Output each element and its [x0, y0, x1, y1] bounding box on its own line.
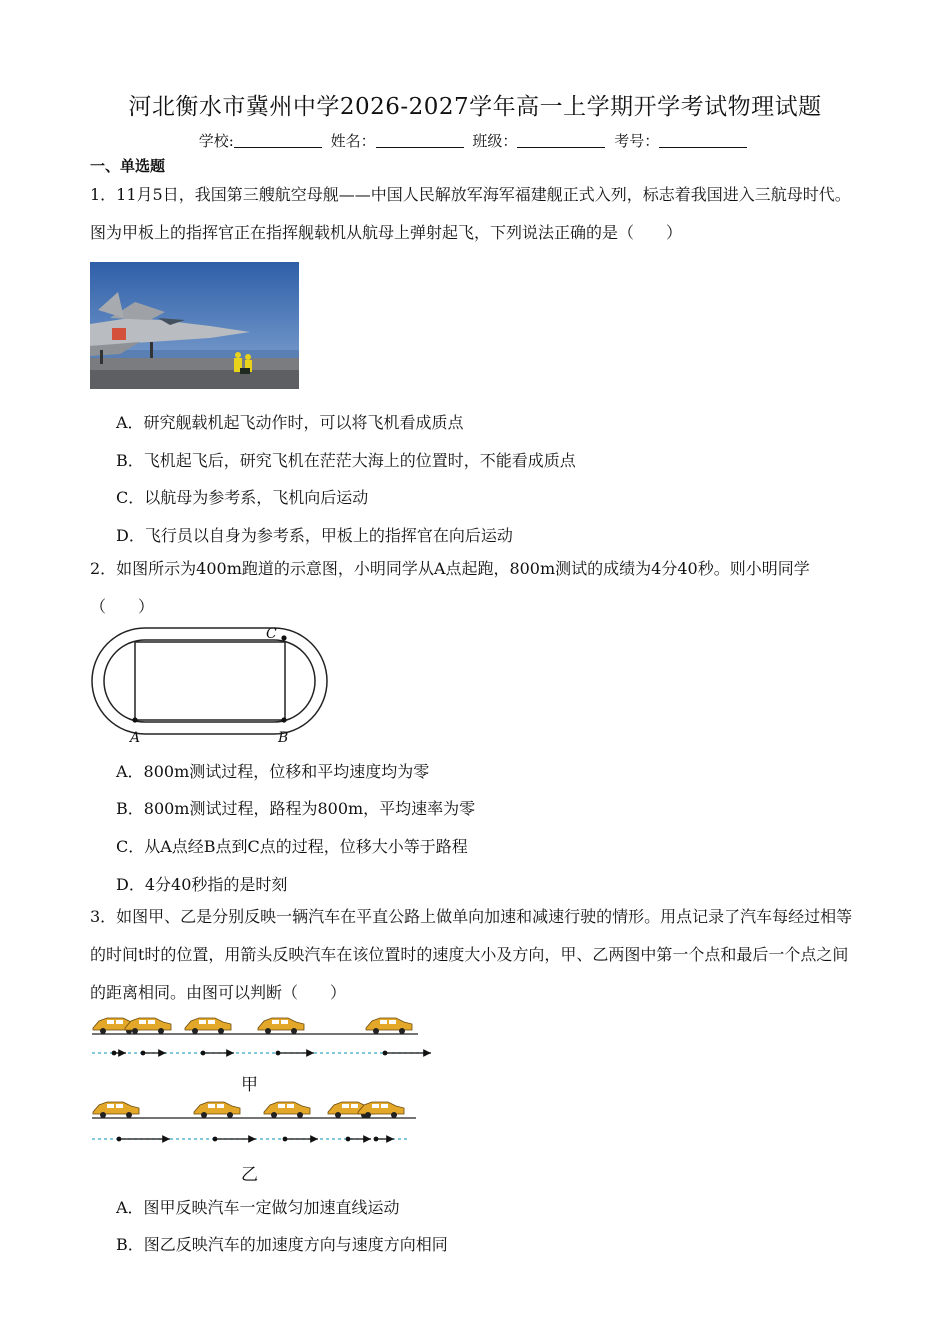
question-2-option-d: D．4分40秒指的是时刻 — [116, 875, 288, 894]
question-3-option-b: B．图乙反映汽车的加速度方向与速度方向相同 — [116, 1235, 448, 1254]
point-a-label: A — [130, 730, 141, 746]
figure-yi-label: 乙 — [241, 1165, 258, 1185]
question-2-option-c: C．从A点经B点到C点的过程，位移大小等于路程 — [116, 837, 468, 856]
running-track-diagram — [88, 620, 333, 750]
question-2-option-a: A．800m测试过程，位移和平均速度均为零 — [116, 762, 430, 781]
question-1-stem: 1．11月5日，我国第三艘航空母舰——中国人民解放军海军福建舰正式入列，标志着我国进入三航母时代。图为甲板上的指挥官正在指挥舰载机从航母上弹射起飞，下列说法正确的是（ ） — [90, 185, 851, 242]
question-2-option-b: B．800m测试过程，路程为800m，平均速率为零 — [116, 799, 476, 818]
point-c-label: C — [266, 626, 277, 642]
page-title: 河北衡水市冀州中学2026-2027学年高一上学期开学考试物理试题 — [128, 94, 822, 120]
section-heading: 一、单选题 — [90, 157, 166, 175]
name-label: 姓名： — [330, 132, 376, 150]
question-3-option-a: A．图甲反映汽车一定做匀加速直线运动 — [116, 1198, 400, 1217]
question-1-option-c: C．以航母为参考系，飞机向后运动 — [116, 488, 369, 507]
question-2-stem: 2．如图所示为400m跑道的示意图，小明同学从A点起跑，800m测试的成绩为4分40秒。则小明同学（ ） — [90, 559, 810, 616]
class-blank — [517, 133, 605, 148]
question-1-option-b: B．飞机起飞后，研究飞机在茫茫大海上的位置时，不能看成质点 — [116, 451, 576, 470]
exam-number-label: 考号： — [614, 132, 660, 150]
point-b-label: B — [278, 730, 289, 746]
car-motion-diagram — [88, 1012, 448, 1185]
school-blank — [234, 133, 322, 148]
student-info-line — [0, 130, 950, 151]
figure-jia-label: 甲 — [241, 1075, 258, 1095]
question-1-option-a: A．研究舰载机起飞动作时，可以将飞机看成质点 — [116, 413, 464, 432]
school-label: 学校: — [198, 132, 234, 150]
question-3-stem: 3．如图甲、乙是分别反映一辆汽车在平直公路上做单向加速和减速行驶的情形。用点记录了汽车每经过相等的时间t时的位置，用箭头反映汽车在该位置时的速度大小及方向，甲、乙两图中第一个点和最后一个点之间的距离相同。由图可以判断（ ） — [90, 907, 853, 1002]
carrier-jet-photo — [90, 262, 299, 389]
name-blank — [376, 133, 464, 148]
question-1-option-d: D．飞行员以自身为参考系，甲板上的指挥官在向后运动 — [116, 526, 513, 545]
class-label: 班级： — [472, 132, 518, 150]
exam-number-blank — [659, 133, 747, 148]
